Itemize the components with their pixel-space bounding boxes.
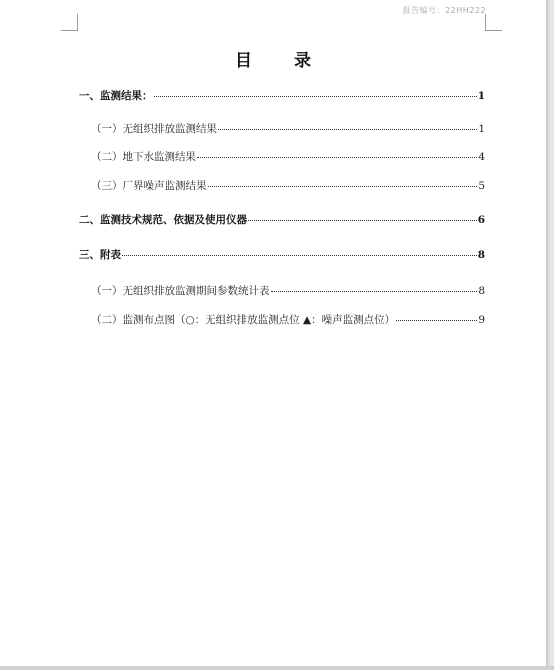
toc-page-number: 9 xyxy=(478,314,485,326)
toc-entry-text: （二）监测布点图（○：无组织排放监测点位 ▲：噪声监测点位） xyxy=(91,314,396,326)
toc-leader-dots xyxy=(122,255,477,256)
toc-page-number: 6 xyxy=(477,214,485,226)
toc-entry-text: 一、监测结果： xyxy=(79,90,153,102)
toc-leader-dots xyxy=(396,320,477,321)
toc-entry-text: 二、监测技术规范、依据及使用仪器 xyxy=(79,214,247,226)
toc-page-number: 8 xyxy=(477,249,485,261)
toc-leader-dots xyxy=(248,220,477,221)
toc-entry[interactable] xyxy=(91,312,485,328)
toc-entry[interactable] xyxy=(79,88,485,104)
toc-entry-text: （二）地下水监测结果 xyxy=(91,151,196,163)
toc-leader-dots xyxy=(197,157,477,158)
toc-page-number: 8 xyxy=(478,285,485,297)
toc-entry[interactable] xyxy=(91,283,485,299)
toc-entry[interactable] xyxy=(91,149,485,165)
toc-entry-text: （一）无组织排放监测结果 xyxy=(91,123,217,135)
toc-leader-dots xyxy=(208,186,478,187)
toc-entry-text: 三、附表 xyxy=(79,249,121,261)
toc-entry[interactable] xyxy=(79,212,485,228)
page-gap xyxy=(0,666,554,670)
report-number: 报告编号：22HH222 xyxy=(402,6,486,15)
toc-page-number: 1 xyxy=(477,90,485,102)
margin-corner-mark-right xyxy=(485,14,502,31)
toc-entry-text: （三）厂界噪声监测结果 xyxy=(91,180,207,192)
margin-corner-mark-left xyxy=(61,14,78,31)
toc-page-number: 4 xyxy=(478,151,485,163)
toc-entry[interactable] xyxy=(79,247,485,263)
toc-entry[interactable] xyxy=(91,121,485,137)
toc-page-number: 5 xyxy=(478,180,485,192)
toc-entry[interactable] xyxy=(91,178,485,194)
toc-page-number: 1 xyxy=(478,123,485,135)
toc-leader-dots xyxy=(271,291,478,292)
toc-leader-dots xyxy=(218,129,477,130)
page-title: 目 录 xyxy=(235,51,329,71)
toc-entry-text: （一）无组织排放监测期间参数统计表 xyxy=(91,285,270,297)
toc-leader-dots xyxy=(154,96,477,97)
